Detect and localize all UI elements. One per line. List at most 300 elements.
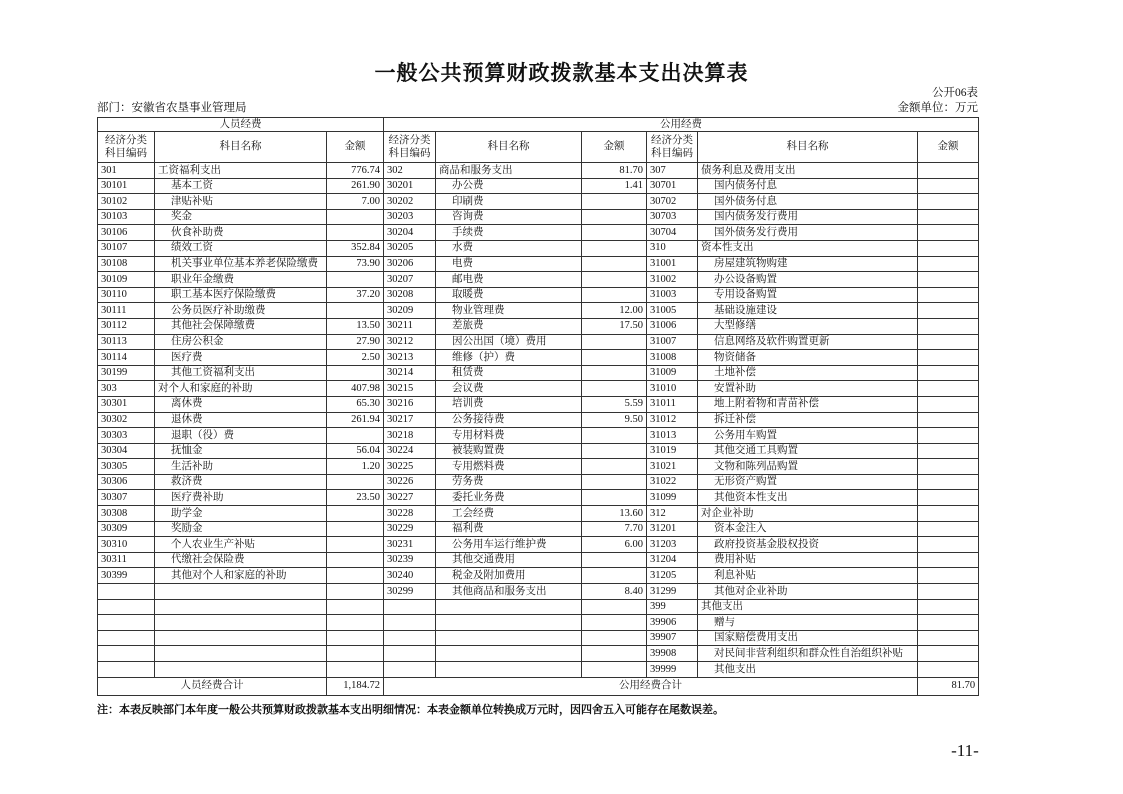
- subject-code-cell: 30102: [98, 194, 155, 210]
- subject-code-cell: 30216: [384, 396, 436, 412]
- amount-cell: [918, 163, 979, 179]
- subject-name-cell: [436, 599, 582, 615]
- amount-cell: [327, 225, 384, 241]
- subject-code-cell: 30306: [98, 474, 155, 490]
- subject-name-cell: 印刷费: [436, 194, 582, 210]
- subject-code-cell: 30211: [384, 318, 436, 334]
- subject-name-cell: [436, 662, 582, 678]
- subject-code-cell: [384, 646, 436, 662]
- subject-code-cell: 30702: [647, 194, 698, 210]
- subject-code-cell: [384, 599, 436, 615]
- subject-code-cell: 30202: [384, 194, 436, 210]
- subject-name-cell: 咨询费: [436, 209, 582, 225]
- amount-cell: 12.00: [582, 303, 647, 319]
- amount-cell: [582, 256, 647, 272]
- subject-code-cell: 30106: [98, 225, 155, 241]
- subject-code-cell: 39906: [647, 615, 698, 631]
- subject-name-cell: 奖金: [155, 209, 327, 225]
- subject-name-cell: 政府投资基金股权投资: [698, 537, 918, 553]
- subject-code-cell: 30110: [98, 287, 155, 303]
- subject-name-cell: 生活补助: [155, 459, 327, 475]
- subject-code-cell: 307: [647, 163, 698, 179]
- table-row: [98, 584, 979, 600]
- amount-cell: [918, 615, 979, 631]
- subject-code-cell: 30311: [98, 552, 155, 568]
- column-header-code: [647, 132, 698, 163]
- subject-name-cell: 物资储备: [698, 350, 918, 366]
- amount-cell: [582, 630, 647, 646]
- subject-code-cell: 30310: [98, 537, 155, 553]
- subject-code-cell: 30206: [384, 256, 436, 272]
- code-header-line2: 科目编码: [105, 148, 147, 159]
- table-row: [98, 256, 979, 272]
- subject-code-cell: [384, 615, 436, 631]
- subject-code-cell: 31011: [647, 396, 698, 412]
- amount-cell: [918, 225, 979, 241]
- subject-name-cell: 信息网络及软件购置更新: [698, 334, 918, 350]
- subject-name-cell: 费用补贴: [698, 552, 918, 568]
- subject-code-cell: 310: [647, 240, 698, 256]
- subject-name-cell: 其他支出: [698, 662, 918, 678]
- group-header-row: [98, 118, 979, 132]
- amount-cell: [582, 209, 647, 225]
- amount-cell: [327, 209, 384, 225]
- table-row: [98, 428, 979, 444]
- amount-cell: [582, 225, 647, 241]
- amount-cell: 2.50: [327, 350, 384, 366]
- amount-cell: [918, 194, 979, 210]
- subject-name-cell: 其他对个人和家庭的补助: [155, 568, 327, 584]
- group-header-public: 公用经费: [384, 118, 979, 132]
- amount-cell: [327, 662, 384, 678]
- amount-cell: [582, 459, 647, 475]
- subject-code-cell: 31007: [647, 334, 698, 350]
- subject-code-cell: 39907: [647, 630, 698, 646]
- column-header-code: [384, 132, 436, 163]
- subject-code-cell: 30101: [98, 178, 155, 194]
- amount-cell: [918, 350, 979, 366]
- table-row: [98, 568, 979, 584]
- subject-code-cell: 31099: [647, 490, 698, 506]
- subject-code-cell: [98, 615, 155, 631]
- subject-name-cell: 劳务费: [436, 474, 582, 490]
- table-row: [98, 209, 979, 225]
- expenditure-table: [97, 117, 979, 696]
- subject-code-cell: 39999: [647, 662, 698, 678]
- subject-name-cell: 基础设施建设: [698, 303, 918, 319]
- subject-name-cell: 因公出国（境）费用: [436, 334, 582, 350]
- subject-code-cell: 30215: [384, 381, 436, 397]
- subject-name-cell: 其他社会保障缴费: [155, 318, 327, 334]
- table-row: [98, 599, 979, 615]
- subject-name-cell: 助学金: [155, 506, 327, 522]
- subject-code-cell: 399: [647, 599, 698, 615]
- table-row: [98, 365, 979, 381]
- subject-name-cell: 机关事业单位基本养老保险缴费: [155, 256, 327, 272]
- subject-code-cell: 30303: [98, 428, 155, 444]
- unit-label: 金额单位：万元: [897, 102, 978, 114]
- code-header-line1: 经济分类: [651, 134, 694, 146]
- public-total-amount: 81.70: [918, 677, 979, 695]
- subject-code-cell: 30199: [98, 365, 155, 381]
- subject-name-cell: 专用材料费: [436, 428, 582, 444]
- subject-name-cell: 离休费: [155, 396, 327, 412]
- column-header-row: [98, 132, 979, 163]
- amount-cell: [327, 303, 384, 319]
- amount-cell: [582, 490, 647, 506]
- subject-code-cell: 31012: [647, 412, 698, 428]
- table-row: [98, 443, 979, 459]
- table-row: [98, 662, 979, 678]
- amount-cell: [327, 630, 384, 646]
- amount-cell: 23.50: [327, 490, 384, 506]
- amount-cell: 261.94: [327, 412, 384, 428]
- subject-name-cell: 国家赔偿费用支出: [698, 630, 918, 646]
- amount-cell: [327, 272, 384, 288]
- subject-name-cell: 租赁费: [436, 365, 582, 381]
- amount-cell: [918, 209, 979, 225]
- subject-name-cell: 地上附着物和青苗补偿: [698, 396, 918, 412]
- subject-name-cell: 职工基本医疗保险缴费: [155, 287, 327, 303]
- subject-name-cell: 赠与: [698, 615, 918, 631]
- table-row: [98, 537, 979, 553]
- amount-cell: [918, 443, 979, 459]
- amount-cell: [327, 428, 384, 444]
- subject-name-cell: 土地补偿: [698, 365, 918, 381]
- subject-code-cell: 31299: [647, 584, 698, 600]
- amount-cell: [582, 240, 647, 256]
- table-row: [98, 412, 979, 428]
- amount-cell: 37.20: [327, 287, 384, 303]
- amount-cell: [582, 194, 647, 210]
- subject-code-cell: 31019: [647, 443, 698, 459]
- subject-code-cell: 30299: [384, 584, 436, 600]
- table-row: [98, 521, 979, 537]
- amount-cell: [327, 365, 384, 381]
- page-number: -11-: [951, 741, 979, 760]
- subject-name-cell: 救济费: [155, 474, 327, 490]
- amount-cell: [918, 365, 979, 381]
- table-row: [98, 287, 979, 303]
- subject-code-cell: 31010: [647, 381, 698, 397]
- subject-code-cell: 31009: [647, 365, 698, 381]
- code-header-line2: 科目编码: [651, 148, 694, 159]
- subject-code-cell: 30103: [98, 209, 155, 225]
- table-row: [98, 630, 979, 646]
- column-header-name: 科目名称: [155, 132, 327, 163]
- column-header-amount: 金额: [918, 132, 979, 163]
- subject-code-cell: 31021: [647, 459, 698, 475]
- amount-cell: 13.50: [327, 318, 384, 334]
- subject-name-cell: 资本性支出: [698, 240, 918, 256]
- subject-code-cell: 30226: [384, 474, 436, 490]
- subject-name-cell: 维修（护）费: [436, 350, 582, 366]
- meta-line: [97, 99, 978, 115]
- subject-code-cell: 30704: [647, 225, 698, 241]
- subject-name-cell: 其他商品和服务支出: [436, 584, 582, 600]
- subject-name-cell: [155, 599, 327, 615]
- table-row: [98, 240, 979, 256]
- subject-name-cell: 代缴社会保险费: [155, 552, 327, 568]
- amount-cell: [327, 615, 384, 631]
- amount-cell: [582, 365, 647, 381]
- subject-name-cell: 奖励金: [155, 521, 327, 537]
- amount-cell: [918, 599, 979, 615]
- subject-code-cell: 30201: [384, 178, 436, 194]
- subject-code-cell: 30302: [98, 412, 155, 428]
- subject-name-cell: 取暖费: [436, 287, 582, 303]
- amount-cell: 9.50: [582, 412, 647, 428]
- table-row: [98, 272, 979, 288]
- amount-cell: 1.41: [582, 178, 647, 194]
- amount-cell: 776.74: [327, 163, 384, 179]
- amount-cell: 7.00: [327, 194, 384, 210]
- table-row: [98, 474, 979, 490]
- subject-code-cell: 30301: [98, 396, 155, 412]
- amount-cell: [327, 552, 384, 568]
- amount-cell: [582, 272, 647, 288]
- amount-cell: [918, 474, 979, 490]
- subject-name-cell: 公务用车购置: [698, 428, 918, 444]
- amount-cell: 8.40: [582, 584, 647, 600]
- code-header-line1: 经济分类: [388, 134, 431, 146]
- subject-name-cell: 伙食补助费: [155, 225, 327, 241]
- amount-cell: [918, 396, 979, 412]
- amount-cell: 56.04: [327, 443, 384, 459]
- subject-code-cell: 30225: [384, 459, 436, 475]
- amount-cell: 5.59: [582, 396, 647, 412]
- subject-name-cell: 安置补助: [698, 381, 918, 397]
- subject-code-cell: 30108: [98, 256, 155, 272]
- amount-cell: [918, 568, 979, 584]
- subject-code-cell: [98, 630, 155, 646]
- subject-name-cell: 物业管理费: [436, 303, 582, 319]
- amount-cell: [582, 443, 647, 459]
- subject-name-cell: 培训费: [436, 396, 582, 412]
- subject-code-cell: 30205: [384, 240, 436, 256]
- table-row: [98, 163, 979, 179]
- amount-cell: [582, 568, 647, 584]
- table-row: [98, 334, 979, 350]
- subject-code-cell: 30231: [384, 537, 436, 553]
- personnel-total-label: 人员经费合计: [98, 677, 327, 695]
- subject-name-cell: 其他交通工具购置: [698, 443, 918, 459]
- amount-cell: 352.84: [327, 240, 384, 256]
- subject-code-cell: 31013: [647, 428, 698, 444]
- subject-code-cell: 31003: [647, 287, 698, 303]
- subject-name-cell: 其他对企业补助: [698, 584, 918, 600]
- subject-name-cell: [436, 615, 582, 631]
- subject-code-cell: 30112: [98, 318, 155, 334]
- amount-cell: [918, 630, 979, 646]
- amount-cell: [918, 178, 979, 194]
- subject-code-cell: [98, 662, 155, 678]
- subject-name-cell: 其他工资福利支出: [155, 365, 327, 381]
- subject-name-cell: 大型修缮: [698, 318, 918, 334]
- subject-name-cell: 利息补贴: [698, 568, 918, 584]
- subject-name-cell: 公务接待费: [436, 412, 582, 428]
- amount-cell: 27.90: [327, 334, 384, 350]
- amount-cell: 7.70: [582, 521, 647, 537]
- subject-code-cell: 31006: [647, 318, 698, 334]
- subject-name-cell: 其他交通费用: [436, 552, 582, 568]
- subject-name-cell: 医疗费: [155, 350, 327, 366]
- amount-cell: [582, 662, 647, 678]
- subject-code-cell: 31008: [647, 350, 698, 366]
- amount-cell: [918, 240, 979, 256]
- subject-name-cell: 对民间非营利组织和群众性自治组织补贴: [698, 646, 918, 662]
- amount-cell: [918, 272, 979, 288]
- subject-code-cell: 30305: [98, 459, 155, 475]
- subject-code-cell: 30307: [98, 490, 155, 506]
- amount-cell: [582, 287, 647, 303]
- subject-code-cell: 30207: [384, 272, 436, 288]
- amount-cell: [327, 521, 384, 537]
- table-row: [98, 490, 979, 506]
- subject-name-cell: 职业年金缴费: [155, 272, 327, 288]
- amount-cell: [918, 287, 979, 303]
- amount-cell: [327, 506, 384, 522]
- amount-cell: [918, 584, 979, 600]
- amount-cell: [327, 474, 384, 490]
- subject-code-cell: 30309: [98, 521, 155, 537]
- subject-name-cell: 邮电费: [436, 272, 582, 288]
- amount-cell: [582, 474, 647, 490]
- subject-name-cell: 公务用车运行维护费: [436, 537, 582, 553]
- subject-code-cell: 31005: [647, 303, 698, 319]
- subject-code-cell: 30111: [98, 303, 155, 319]
- subject-code-cell: 30239: [384, 552, 436, 568]
- subject-name-cell: 商品和服务支出: [436, 163, 582, 179]
- subject-code-cell: 30399: [98, 568, 155, 584]
- subject-code-cell: 30209: [384, 303, 436, 319]
- subject-name-cell: 文物和陈列品购置: [698, 459, 918, 475]
- subject-name-cell: 手续费: [436, 225, 582, 241]
- page-title: 一般公共预算财政拨款基本支出决算表: [374, 61, 749, 85]
- table-row: [98, 552, 979, 568]
- subject-name-cell: 办公设备购置: [698, 272, 918, 288]
- group-header-personnel: 人员经费: [98, 118, 384, 132]
- amount-cell: [918, 381, 979, 397]
- subject-name-cell: 工会经费: [436, 506, 582, 522]
- subject-name-cell: 专用设备购置: [698, 287, 918, 303]
- subject-name-cell: 税金及附加费用: [436, 568, 582, 584]
- amount-cell: [918, 490, 979, 506]
- amount-cell: [918, 459, 979, 475]
- column-header-amount: 金额: [582, 132, 647, 163]
- amount-cell: [918, 428, 979, 444]
- table-row: [98, 396, 979, 412]
- subject-code-cell: 30213: [384, 350, 436, 366]
- table-row: [98, 225, 979, 241]
- subject-code-cell: 312: [647, 506, 698, 522]
- amount-cell: 6.00: [582, 537, 647, 553]
- subject-code-cell: 302: [384, 163, 436, 179]
- subject-name-cell: [155, 646, 327, 662]
- subject-name-cell: 绩效工资: [155, 240, 327, 256]
- amount-cell: [918, 334, 979, 350]
- table-row: [98, 646, 979, 662]
- subject-code-cell: 31201: [647, 521, 698, 537]
- subject-name-cell: 国外债务发行费用: [698, 225, 918, 241]
- subject-code-cell: 30304: [98, 443, 155, 459]
- amount-cell: 81.70: [582, 163, 647, 179]
- amount-cell: [918, 303, 979, 319]
- subject-code-cell: 30208: [384, 287, 436, 303]
- subject-code-cell: 30240: [384, 568, 436, 584]
- subject-name-cell: 国外债务付息: [698, 194, 918, 210]
- subject-name-cell: 抚恤金: [155, 443, 327, 459]
- amount-cell: [582, 334, 647, 350]
- subject-name-cell: 个人农业生产补贴: [155, 537, 327, 553]
- subject-name-cell: 福利费: [436, 521, 582, 537]
- subject-code-cell: 31205: [647, 568, 698, 584]
- table-row: [98, 178, 979, 194]
- subject-code-cell: 30203: [384, 209, 436, 225]
- table-row: [98, 350, 979, 366]
- subject-name-cell: 委托业务费: [436, 490, 582, 506]
- subject-code-cell: 30228: [384, 506, 436, 522]
- amount-cell: [582, 599, 647, 615]
- subject-name-cell: 其他支出: [698, 599, 918, 615]
- column-header-name: 科目名称: [698, 132, 918, 163]
- subject-code-cell: 30204: [384, 225, 436, 241]
- subject-name-cell: 拆迁补偿: [698, 412, 918, 428]
- table-body: [98, 163, 979, 678]
- subject-name-cell: 住房公积金: [155, 334, 327, 350]
- amount-cell: [582, 615, 647, 631]
- subject-code-cell: 30308: [98, 506, 155, 522]
- subject-code-cell: 30227: [384, 490, 436, 506]
- amount-cell: [918, 412, 979, 428]
- subject-name-cell: 国内债务付息: [698, 178, 918, 194]
- subject-name-cell: [155, 615, 327, 631]
- subject-name-cell: [436, 630, 582, 646]
- amount-cell: 65.30: [327, 396, 384, 412]
- amount-cell: 73.90: [327, 256, 384, 272]
- footnote: 注：本表反映部门本年度一般公共预算财政拨款基本支出明细情况：本表金额单位转换成万元时，因四舍五入可能存在尾数误差。: [97, 704, 724, 716]
- amount-cell: [327, 599, 384, 615]
- subject-code-cell: 30212: [384, 334, 436, 350]
- subject-code-cell: 30217: [384, 412, 436, 428]
- subject-name-cell: [436, 646, 582, 662]
- code-header-line1: 经济分类: [105, 134, 147, 146]
- column-header-code: [98, 132, 155, 163]
- amount-cell: [582, 646, 647, 662]
- subject-name-cell: 工资福利支出: [155, 163, 327, 179]
- subject-name-cell: 退职（役）费: [155, 428, 327, 444]
- subject-name-cell: 差旅费: [436, 318, 582, 334]
- amount-cell: [582, 552, 647, 568]
- subject-name-cell: 资本金注入: [698, 521, 918, 537]
- subject-name-cell: 房屋建筑物购建: [698, 256, 918, 272]
- amount-cell: [918, 662, 979, 678]
- amount-cell: [918, 552, 979, 568]
- public-total-label: 公用经费合计: [384, 677, 918, 695]
- code-header-line2: 科目编码: [388, 148, 431, 159]
- amount-cell: 1.20: [327, 459, 384, 475]
- subject-code-cell: 30229: [384, 521, 436, 537]
- subject-code-cell: [98, 646, 155, 662]
- subject-name-cell: 对企业补助: [698, 506, 918, 522]
- amount-cell: [582, 428, 647, 444]
- subject-name-cell: 专用燃料费: [436, 459, 582, 475]
- amount-cell: 407.98: [327, 381, 384, 397]
- subject-name-cell: 退休费: [155, 412, 327, 428]
- subject-code-cell: 39908: [647, 646, 698, 662]
- amount-cell: [327, 568, 384, 584]
- subject-code-cell: 31203: [647, 537, 698, 553]
